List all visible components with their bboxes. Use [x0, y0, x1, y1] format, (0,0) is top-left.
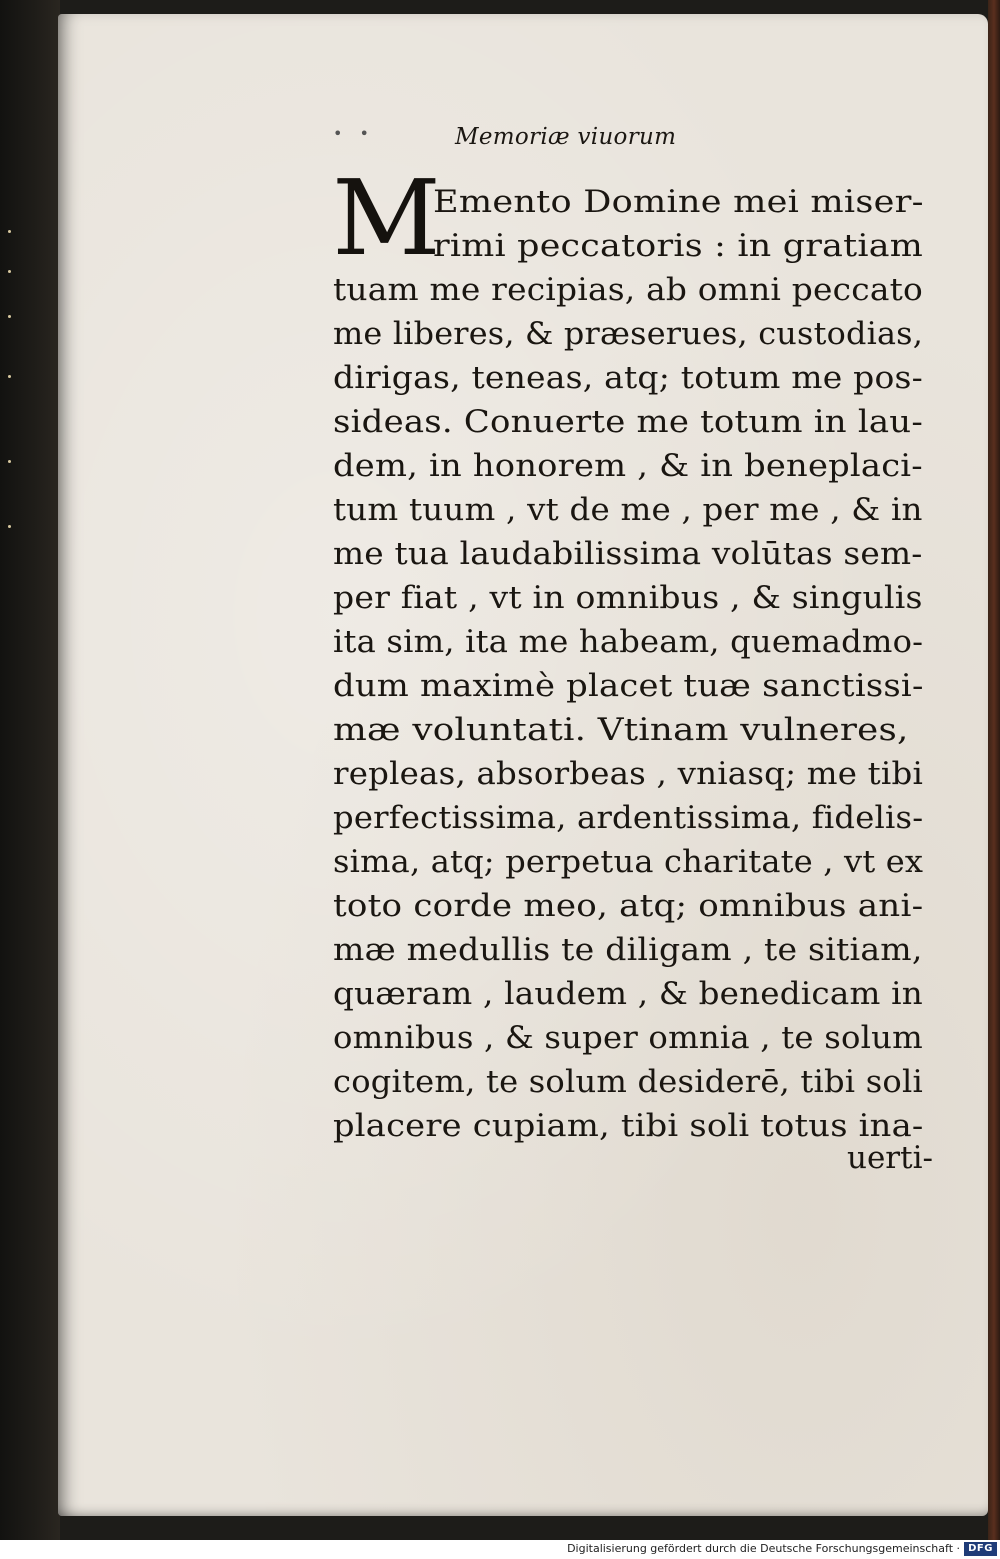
text-line: omnibus , & super omnia , te solum: [333, 1020, 923, 1056]
text-line: sideas. Conuerte me totum in lau-: [333, 404, 924, 440]
dfg-logo: DFG: [964, 1542, 997, 1556]
text-line: placere cupiam, tibi soli totus ina-: [333, 1108, 924, 1144]
text-line: tum tuum , vt de me , per me , & in: [333, 492, 923, 528]
text-line: toto corde meo, atq; omnibus ani-: [333, 888, 924, 924]
text-line: cogitem, te solum desiderē, tibi soli: [333, 1064, 923, 1100]
text-line: dum maximè placet tuæ sanctissi-: [333, 668, 924, 704]
text-line: per fiat , vt in omnibus , & singulis: [333, 580, 923, 616]
text-line: quæram , laudem , & benedicam in: [333, 976, 923, 1012]
drop-cap: M: [332, 157, 439, 279]
book-cover-edge: [988, 0, 1000, 1540]
text-line: sima, atq; perpetua charitate , vt ex: [333, 844, 924, 880]
book-gutter-edge: [0, 0, 60, 1540]
running-head: Memoriæ viuorum: [455, 124, 677, 150]
text-line: Emento Domine mei miser-: [433, 184, 924, 220]
text-line: me liberes, & præserues, custodias,: [333, 316, 924, 352]
text-line: rimi peccatoris : in gratiam: [433, 228, 923, 264]
footer-bar: [0, 1540, 1000, 1559]
text-line: mæ medullis te diligam , te sitiam,: [333, 932, 923, 968]
text-line: dem, in honorem , & in beneplaci-: [333, 448, 923, 484]
text-line: perfectissima, ardentissima, fidelis-: [333, 800, 924, 836]
text-line: tuam me recipias, ab omni peccato: [333, 272, 924, 308]
text-line: ita sim, ita me habeam, quemadmo-: [333, 624, 924, 660]
edge-marks: [8, 230, 14, 530]
funding-credit: Digitalisierung gefördert durch die Deutsche Forschungsgemeinschaft ·: [567, 1542, 960, 1555]
text-line: dirigas, teneas, atq; totum me pos-: [333, 360, 923, 396]
catchword: uerti-: [847, 1140, 933, 1176]
text-line: mæ voluntati. Vtinam vulneres,: [333, 712, 909, 748]
corner-marks: • •: [333, 124, 375, 143]
text-line: me tua laudabilissima volūtas sem-: [333, 536, 923, 572]
text-line: repleas, absorbeas , vniasq; me tibi: [333, 756, 924, 792]
